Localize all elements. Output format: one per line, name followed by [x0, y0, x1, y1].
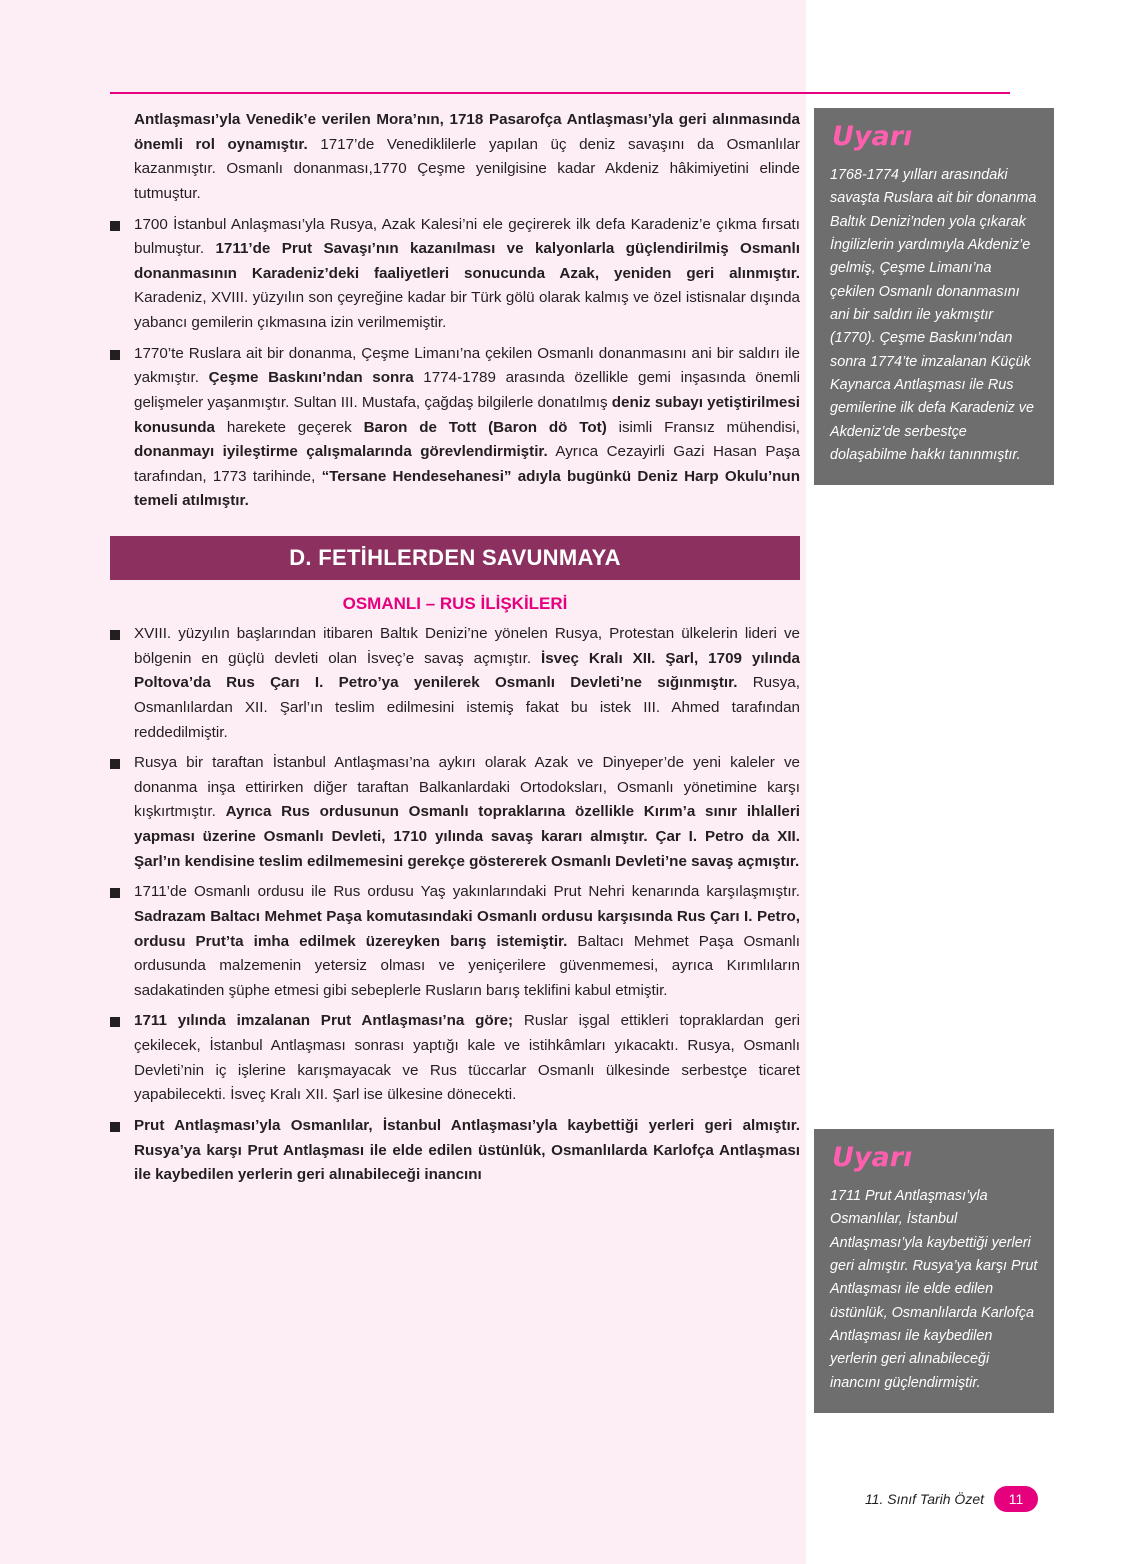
note-box-warning-2 — [814, 1129, 1054, 1413]
subheading: OSMANLI – RUS İLİŞKİLERİ — [342, 594, 568, 613]
note-box-header — [814, 1129, 1054, 1185]
list-item-text: 1770’te Ruslara ait bir donanma, Çeşme Limanı’na çekilen Osmanlı donanmasını ani bir saldırı ile yakmıştır. Çeşme Baskını’ndan sonra 1774-1789 arasında özellikle gemi inşasında önemli gelişmeler yaşanmıştır. Sultan III. Mustafa, çağdaş bilgilerle donatılmış deniz subayı yetiştirilmesi konusunda harekete geçerek Baron de Tott (Baron dö Tot) isimli Fransız mühendisi, donanmayı iyileştirme çalışmalarında görevlendirmiştir. Ayrıca Cezayirli Gazi Hasan Paşa tarafından, 1773 tarihinde, “Tersane Hendesehanesi” adıyla bugünkü Deniz Harp Okulu’nun temeli atılmıştır. — [134, 344, 801, 510]
bullet-square-icon — [110, 888, 120, 898]
list-item-text: Rusya bir taraftan İstanbul Antlaşması’na aykırı olarak Azak ve Dinyeper’de yeni kaleler ve donanma inşa ettirirken diğer taraftan Balkanlardaki Ortodoksları, Osmanlı yönetimine karşı kışkırtmıştır. Ayrıca Rus ordusunun Osmanlı topraklarına özellikle Kırım’a sınır ihlalleri yapması üzerine Osmanlı Devleti, 1710 yılında savaş kararı almıştır. Çar I. Petro da XII. Şarl’ın kendisine teslim edilmemesini gerekçe göstererek Osmanlı Devleti’ne savaş açmıştır. — [134, 754, 800, 870]
note-box-title: Uyarı — [832, 120, 913, 152]
section-heading-bar — [110, 536, 800, 580]
bullet-square-icon — [110, 759, 120, 769]
footer-label: 11. Sınıf Tarih Özet — [864, 1491, 984, 1507]
intro-paragraph: Antlaşması’yla Venedik’e verilen Mora’nın, 1718 Pasarofça Antlaşması’yla geri alınmasında önemli rol oynamıştır. 1717’de Venediklilerle yapılan üç deniz savaşını da Osmanlılar kazanmıştır. Osmanlı donanması,1770 Çeşme yenilgisine kadar Akdeniz hâkimiyetini elinde tutmuştur. — [134, 111, 800, 202]
list-item-text: Prut Antlaşması’yla Osmanlılar, İstanbul Antlaşması’yla kaybettiği yerleri geri almıştır. Rusya’ya karşı Prut Antlaşması ile elde edilen üstünlük, Osmanlılarda Karlofça Antlaşması ile kaybedilen yerlerin geri alınabileceği inancını — [134, 1116, 800, 1184]
page-footer — [865, 1486, 1038, 1512]
list-item — [110, 751, 800, 874]
bullet-square-icon — [110, 630, 120, 640]
list-item — [110, 1009, 800, 1108]
note-box-text: 1711 Prut Antlaşması’yla Osmanlılar, İstanbul Antlaşması’yla kaybettiği yerleri geri almıştır. Rusya’ya karşı Prut Antlaşması ile elde edilen üstünlük, Osmanlılarda Karlofça Antlaşması ile kaybedilen yerlerin geri alınabileceği inancını güçlendirmiştir. — [830, 1188, 1038, 1391]
list-item-text: 1711’de Osmanlı ordusu ile Rus ordusu Yaş yakınlarındaki Prut Nehri kenarında karşılaşmıştır. Sadrazam Baltacı Mehmet Paşa komutasındaki Osmanlı ordusu karşısında Rus Çarı I. Petro, ordusu Prut’ta imha edilmek üzereyken barış istemiştir. Baltacı Mehmet Paşa Osmanlı ordusunda malzemenin yetersiz olması ve yeniçerilere güvenmemesi, ayrıca Kırımlıların sadakatinden şüphe etmesi gibi sebeplerle Rusların barış teklifini kabul etmiştir. — [134, 883, 800, 999]
list-item-text: 1711 yılında imzalanan Prut Antlaşması’na göre; Ruslar işgal ettikleri topraklardan geri çekilecek, İstanbul Antlaşması sonrası yaptığı kale ve istihkâmları yıkacaktı. Rusya, Osmanlı Devleti’nin iç işlerine karışmayacak ve Rus tüccarlar Osmanlı ülkesinde serbestçe ticaret yapabilecekti. İsveç Kralı XII. Şarl ise ülkesine dönecekti. — [134, 1012, 800, 1104]
list-item — [110, 1114, 800, 1188]
list-item — [110, 213, 800, 336]
section-title: D. FETİHLERDEN SAVUNMAYA — [289, 545, 621, 570]
bullet-square-icon — [110, 1017, 120, 1027]
bullet-square-icon — [110, 1122, 120, 1132]
header-rule — [110, 92, 1010, 94]
bullet-square-icon — [110, 221, 120, 231]
list-item — [110, 342, 800, 514]
list-item — [110, 622, 800, 745]
list-item-text: XVIII. yüzyılın başlarından itibaren Baltık Denizi’ne yönelen Rusya, Protestan ülkelerin lideri ve bölgenin en güçlü devleti olan İsveç’e savaş açmıştır. İsveç Kralı XII. Şarl, 1709 yılında Poltova’da Rus Çarı I. Petro’ya yenilerek Osmanlı Devleti’ne sığınmıştır. Rusya, Osmanlılardan XII. Şarl’ın teslim edilmesini istemiş fakat bu istek III. Ahmed tarafından reddedilmiştir. — [134, 625, 800, 741]
note-box-header — [814, 108, 1054, 164]
list-item-text: 1700 İstanbul Anlaşması’yla Rusya, Azak Kalesi’ni ele geçirerek ilk defa Karadeniz’e çıkma fırsatı bulmuştur. 1711’de Prut Savaşı’nın kazanılması ve kalyonlarla güçlendirilmiş Osmanlı donanmasının Karadeniz’deki faaliyetleri sonucunda Azak, yeniden geri alınmıştır. Karadeniz, XVIII. yüzyılın son çeyreğine kadar bir Türk gölü olarak kalmış ve özel istisnalar dışında yabancı gemilerin çıkmasına izin verilmemiştir. — [134, 215, 800, 331]
note-box-text: 1768-1774 yılları arasındaki savaşta Ruslara ait bir donanma Baltık Denizi’nden yola çıkarak İngilizlerin yardımıyla Akdeniz’e gelmiş, Çeşme Limanı’na çekilen Osmanlı donanmasını ani bir saldırı ile yakmıştır (1770). Çeşme Baskını’ndan sonra 1774’te imzalanan Küçük Kaynarca Antlaşması ile Rus gemilerine ilk defa Karadeniz ve Akdeniz’de serbestçe dolaşabilme hakkı tanınmıştır. — [830, 167, 1037, 463]
list-item — [110, 880, 800, 1003]
note-box-title: Uyarı — [832, 1141, 913, 1173]
note-box-warning-1 — [814, 108, 1054, 485]
page-number-badge: 11 — [994, 1486, 1038, 1512]
bullet-square-icon — [110, 350, 120, 360]
main-text-column — [110, 108, 800, 1188]
